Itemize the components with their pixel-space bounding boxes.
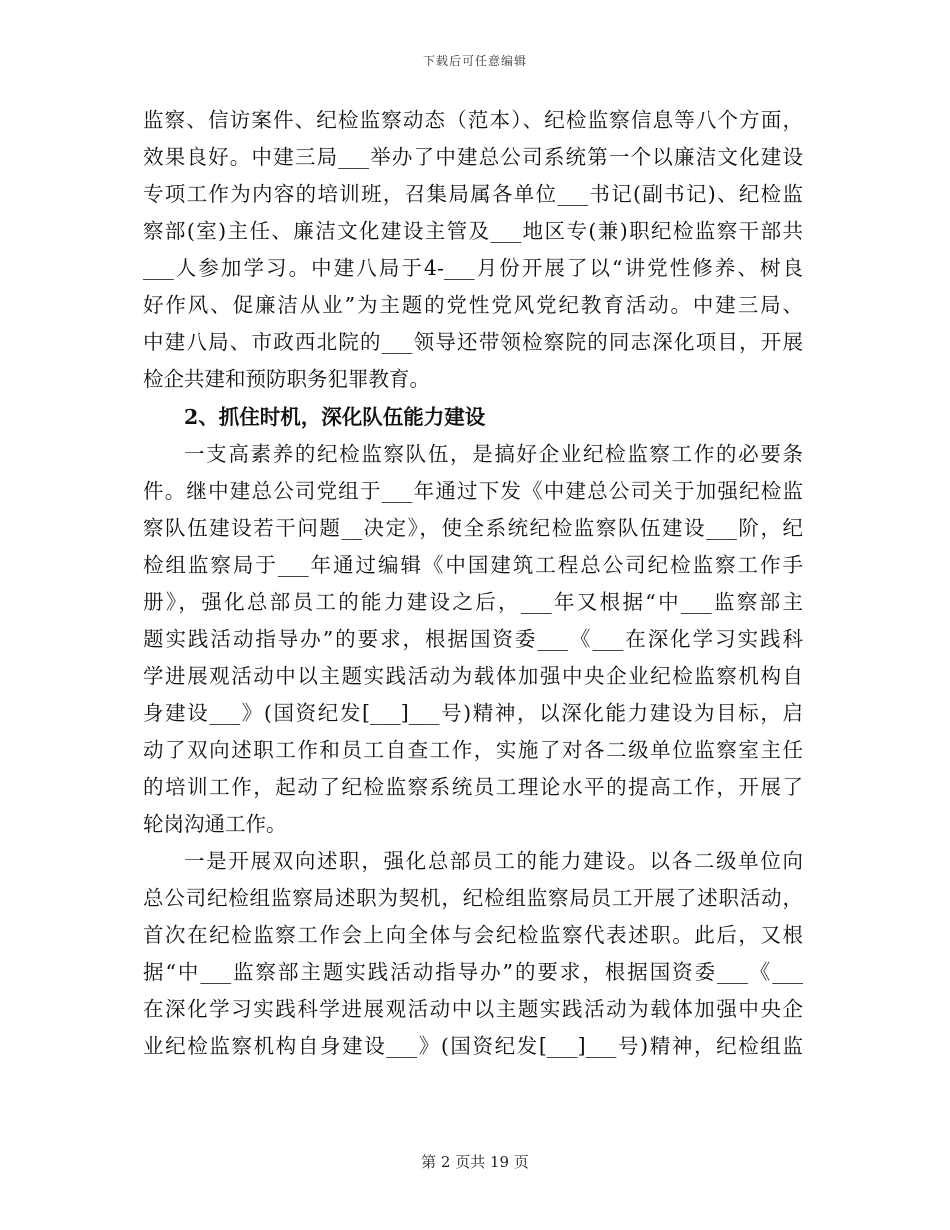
text-line: 身建设___》(国资纪发[___]___号)精神，以深化能力建设为目标，启	[143, 701, 803, 725]
text-line: 好作风、促廉洁从业”为主题的党性党风党纪教育活动。中建三局、	[143, 293, 803, 317]
text-line: 的培训工作，起动了纪检监察系统员工理论水平的提高工作，开展了	[143, 775, 803, 799]
text-line: 学进展观活动中以主题实践活动为载体加强中央企业纪检监察机构自	[143, 664, 803, 688]
text-line: 动了双向述职工作和员工自查工作，实施了对各二级单位监察室主任	[143, 738, 803, 762]
page-header: 下载后可任意编辑	[422, 54, 527, 68]
section-heading: 2、抓住时机，深化队伍能力建设	[184, 405, 486, 429]
text-line: 一支高素养的纪检监察队伍，是搞好企业纪检监察工作的必要条	[184, 442, 803, 466]
text-line: 中建八局、市政西北院的___领导还带领检察院的同志深化项目，开展	[143, 330, 803, 354]
text-line: 在深化学习实践科学进展观活动中以主题实践活动为载体加强中央企	[143, 997, 803, 1021]
text-line: 轮岗沟通工作。	[143, 812, 287, 836]
text-line: 业纪检监察机构自身建设___》(国资纪发[___]___号)精神，纪检组监	[143, 1034, 803, 1058]
page-footer: 第 2 页共 19 页	[421, 1153, 529, 1171]
text-line: 据“中___监察部主题实践活动指导办”的要求，根据国资委___《___	[143, 960, 803, 984]
text-line: 专项工作为内容的培训班，召集局属各单位___书记(副书记)、纪检监	[143, 182, 803, 206]
text-line: 一是开展双向述职，强化总部员工的能力建设。以各二级单位向	[184, 849, 803, 873]
text-line: 总公司纪检组监察局述职为契机，纪检组监察局员工开展了述职活动，	[143, 886, 803, 910]
text-line: 题实践活动指导办”的要求，根据国资委___《___在深化学习实践科	[143, 627, 803, 651]
text-line: 件。继中建总公司党组于___年通过下发《中建总公司关于加强纪检监	[143, 479, 803, 503]
document-body	[143, 102, 803, 1065]
text-line: 察部(室)主任、廉洁文化建设主管及___地区专(兼)职纪检监察干部共	[143, 219, 803, 243]
text-line: 检组监察局于___年通过编辑《中国建筑工程总公司纪检监察工作手	[143, 553, 803, 577]
text-line: 效果良好。中建三局___举办了中建总公司系统第一个以廉洁文化建设	[143, 145, 803, 169]
text-line: 监察、信访案件、纪检监察动态（范本）、纪检监察信息等八个方面，	[143, 108, 803, 132]
text-line: 检企共建和预防职务犯罪教育。	[143, 367, 430, 391]
text-line: ___人参加学习。中建八局于4-___月份开展了以“讲党性修养、树良	[143, 256, 803, 280]
text-line: 首次在纪检监察工作会上向全体与会纪检监察代表述职。此后，又根	[143, 923, 803, 947]
text-line: 察队伍建设若干问题__决定》，使全系统纪检监察队伍建设___阶，纪	[143, 516, 803, 540]
text-line: 册》，强化总部员工的能力建设之后，___年又根据“中___监察部主	[143, 590, 803, 614]
